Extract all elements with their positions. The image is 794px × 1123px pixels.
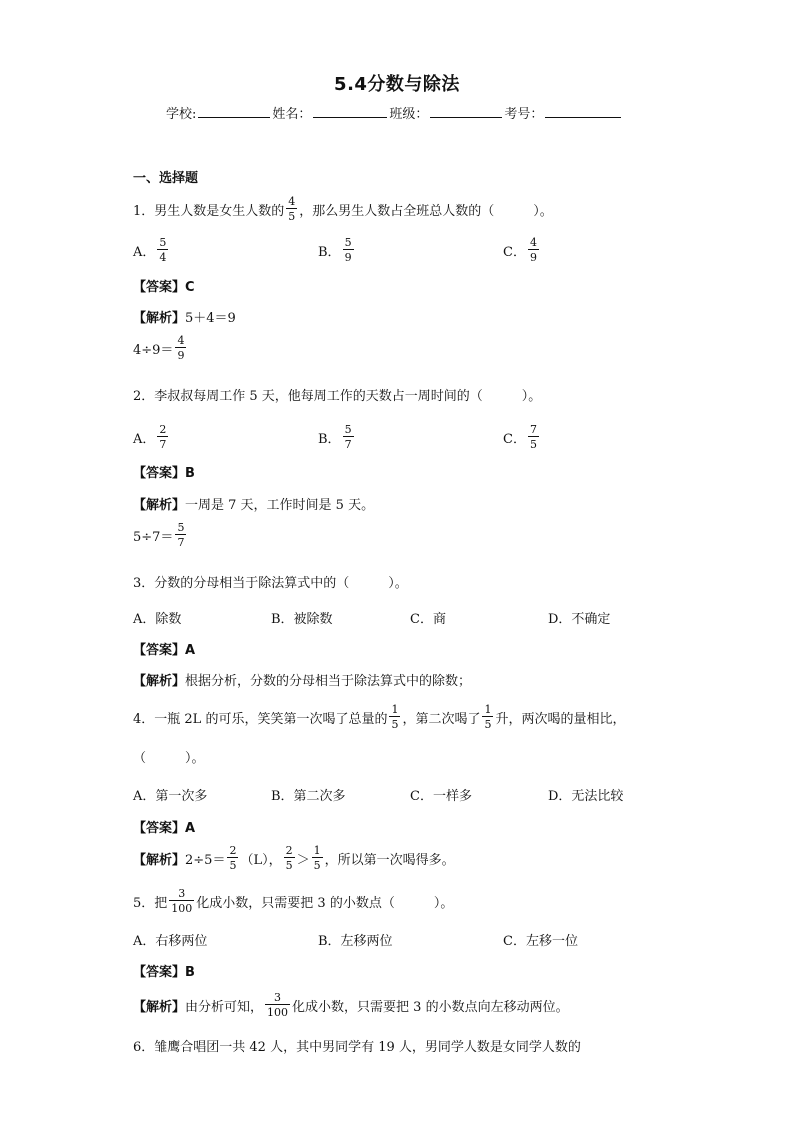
analysis-4	[133, 845, 455, 871]
analysis-label: 【解析】	[133, 999, 186, 1015]
numerator: 1	[484, 703, 492, 716]
denominator: 9	[529, 251, 537, 264]
question-4	[133, 704, 625, 730]
fraction	[175, 522, 186, 548]
denominator: 5	[288, 210, 296, 223]
question-5-suffix: 化成小数，只需要把 3 的小数点（ ）。	[196, 895, 454, 911]
analysis-middle: （L），	[240, 852, 282, 868]
analysis-2	[133, 494, 374, 513]
question-4-prefix: 4．一瓶 2L 的可乐，笑笑第一次喝了总量的	[133, 711, 388, 727]
fraction	[227, 845, 238, 871]
option-b[interactable]: B．左移两位	[318, 934, 393, 949]
denominator: 5	[229, 859, 237, 872]
option-a[interactable]: A．右移两位	[133, 934, 208, 949]
denominator: 5	[391, 718, 399, 731]
denominator: 9	[344, 251, 352, 264]
exam-no-label: 考号：	[504, 107, 544, 122]
option-d[interactable]: D．不确定	[548, 612, 611, 627]
option-label: A．	[133, 431, 156, 447]
denominator: 5	[484, 718, 492, 731]
denominator: 5	[285, 859, 293, 872]
numerator: 3	[274, 991, 282, 1004]
calc-prefix: 5÷7＝	[133, 529, 174, 545]
answer-2: 【答案】B	[133, 466, 195, 481]
option-b[interactable]: B．被除数	[271, 612, 333, 627]
numerator: 2	[285, 844, 293, 857]
denominator: 9	[177, 349, 185, 362]
analysis-label: 【解析】	[133, 498, 186, 513]
analysis-suffix: 化成小数，只需要把 3 的小数点向左移动两位。	[292, 999, 569, 1015]
option-label: B．	[318, 431, 341, 447]
numerator: 1	[313, 844, 321, 857]
numerator: 4	[288, 195, 296, 208]
numerator: 2	[159, 423, 167, 436]
fraction	[169, 888, 194, 914]
numerator: 5	[344, 236, 352, 249]
numerator: 4	[177, 334, 185, 347]
option-c[interactable]	[503, 237, 541, 263]
answer-1: 【答案】C	[133, 280, 195, 295]
calculation-2	[133, 522, 188, 548]
analysis-text: 一周是 7 天，工作时间是 5 天。	[185, 498, 375, 513]
numerator: 3	[178, 887, 186, 900]
fraction	[312, 845, 323, 871]
denominator: 100	[171, 902, 193, 915]
name-label: 姓名：	[272, 107, 312, 122]
question-4-options	[133, 785, 693, 805]
option-b[interactable]: B．第二次多	[271, 789, 346, 804]
fraction	[284, 845, 295, 871]
option-a[interactable]: A．第一次多	[133, 789, 208, 804]
analysis-5	[133, 992, 569, 1018]
denominator: 100	[267, 1006, 289, 1019]
option-b[interactable]	[318, 237, 356, 263]
option-b[interactable]	[318, 424, 356, 450]
question-1-options	[133, 236, 693, 264]
option-a[interactable]	[133, 424, 170, 450]
question-5	[133, 888, 453, 914]
section-heading: 一、选择题	[133, 171, 199, 186]
option-d[interactable]: D．无法比较	[548, 789, 624, 804]
option-label: B．	[318, 244, 341, 260]
option-c[interactable]	[503, 424, 541, 450]
answer-4: 【答案】A	[133, 821, 196, 836]
question-5-prefix: 5．把	[133, 895, 168, 911]
fraction	[157, 237, 168, 263]
fraction	[482, 704, 493, 730]
exam-no-blank[interactable]	[545, 103, 621, 118]
option-label: C．	[503, 244, 526, 260]
analysis-text: 5＋4＝9	[185, 311, 236, 326]
numerator: 5	[159, 236, 167, 249]
question-1-prefix: 1．男生人数是女生人数的	[133, 203, 285, 219]
denominator: 7	[159, 438, 167, 451]
numerator: 5	[344, 423, 352, 436]
class-blank[interactable]	[430, 103, 502, 118]
denominator: 7	[177, 536, 185, 549]
fraction	[343, 424, 354, 450]
option-a[interactable]: A．除数	[133, 612, 182, 627]
school-blank[interactable]	[198, 103, 270, 118]
name-blank[interactable]	[313, 103, 387, 118]
question-1	[133, 196, 553, 222]
student-info-row	[166, 103, 623, 122]
fraction	[528, 237, 539, 263]
school-label: 学校:	[166, 107, 197, 122]
analysis-prefix: 2÷5＝	[185, 852, 226, 868]
question-6: 6．雏鹰合唱团一共 42 人，其中男同学有 19 人，男同学人数是女同学人数的	[133, 1040, 581, 1055]
answer-3: 【答案】A	[133, 643, 196, 658]
analysis-1	[133, 307, 236, 326]
question-4-continuation: （ ）。	[133, 751, 205, 766]
calculation-1	[133, 335, 188, 361]
numerator: 2	[229, 844, 237, 857]
denominator: 5	[313, 859, 321, 872]
question-2: 2．李叔叔每周工作 5 天，他每周工作的天数占一周时间的（ ）。	[133, 389, 542, 404]
question-4-suffix: 升，两次喝的量相比，	[495, 711, 626, 727]
fraction	[343, 237, 354, 263]
option-c[interactable]: C．商	[410, 612, 446, 627]
numerator: 4	[529, 236, 537, 249]
denominator: 5	[529, 438, 537, 451]
denominator: 7	[344, 438, 352, 451]
analysis-label: 【解析】	[133, 852, 186, 868]
analysis-prefix: 由分析可知，	[185, 999, 264, 1015]
analysis-label: 【解析】	[133, 674, 186, 689]
question-3: 3．分数的分母相当于除法算式中的（ ）。	[133, 576, 408, 591]
class-label: 班级：	[389, 107, 429, 122]
question-3-options	[133, 608, 693, 628]
fraction	[265, 992, 290, 1018]
document-title: 5.4分数与除法	[334, 74, 460, 95]
option-label: C．	[503, 431, 526, 447]
option-c[interactable]: C．一样多	[410, 789, 472, 804]
option-a[interactable]	[133, 237, 170, 263]
calc-prefix: 4÷9＝	[133, 342, 174, 358]
fraction	[286, 196, 297, 222]
question-1-suffix: ，那么男生人数占全班总人数的（ ）。	[299, 203, 553, 219]
analysis-text: 根据分析，分数的分母相当于除法算式中的除数；	[185, 674, 472, 689]
numerator: 5	[177, 521, 185, 534]
analysis-3	[133, 670, 471, 689]
answer-5: 【答案】B	[133, 965, 195, 980]
analysis-label: 【解析】	[133, 311, 186, 326]
greater-than-sign: ＞	[296, 852, 310, 868]
question-5-options	[133, 930, 693, 950]
question-4-middle: ，第二次喝了	[402, 711, 481, 727]
fraction	[157, 424, 168, 450]
option-label: A．	[133, 244, 156, 260]
fraction	[389, 704, 400, 730]
analysis-suffix: ，所以第一次喝得多。	[324, 852, 455, 868]
fraction	[528, 424, 539, 450]
fraction	[175, 335, 186, 361]
denominator: 4	[159, 251, 167, 264]
option-c[interactable]: C．左移一位	[503, 934, 578, 949]
numerator: 7	[529, 423, 537, 436]
question-2-options	[133, 423, 693, 451]
numerator: 1	[391, 703, 399, 716]
